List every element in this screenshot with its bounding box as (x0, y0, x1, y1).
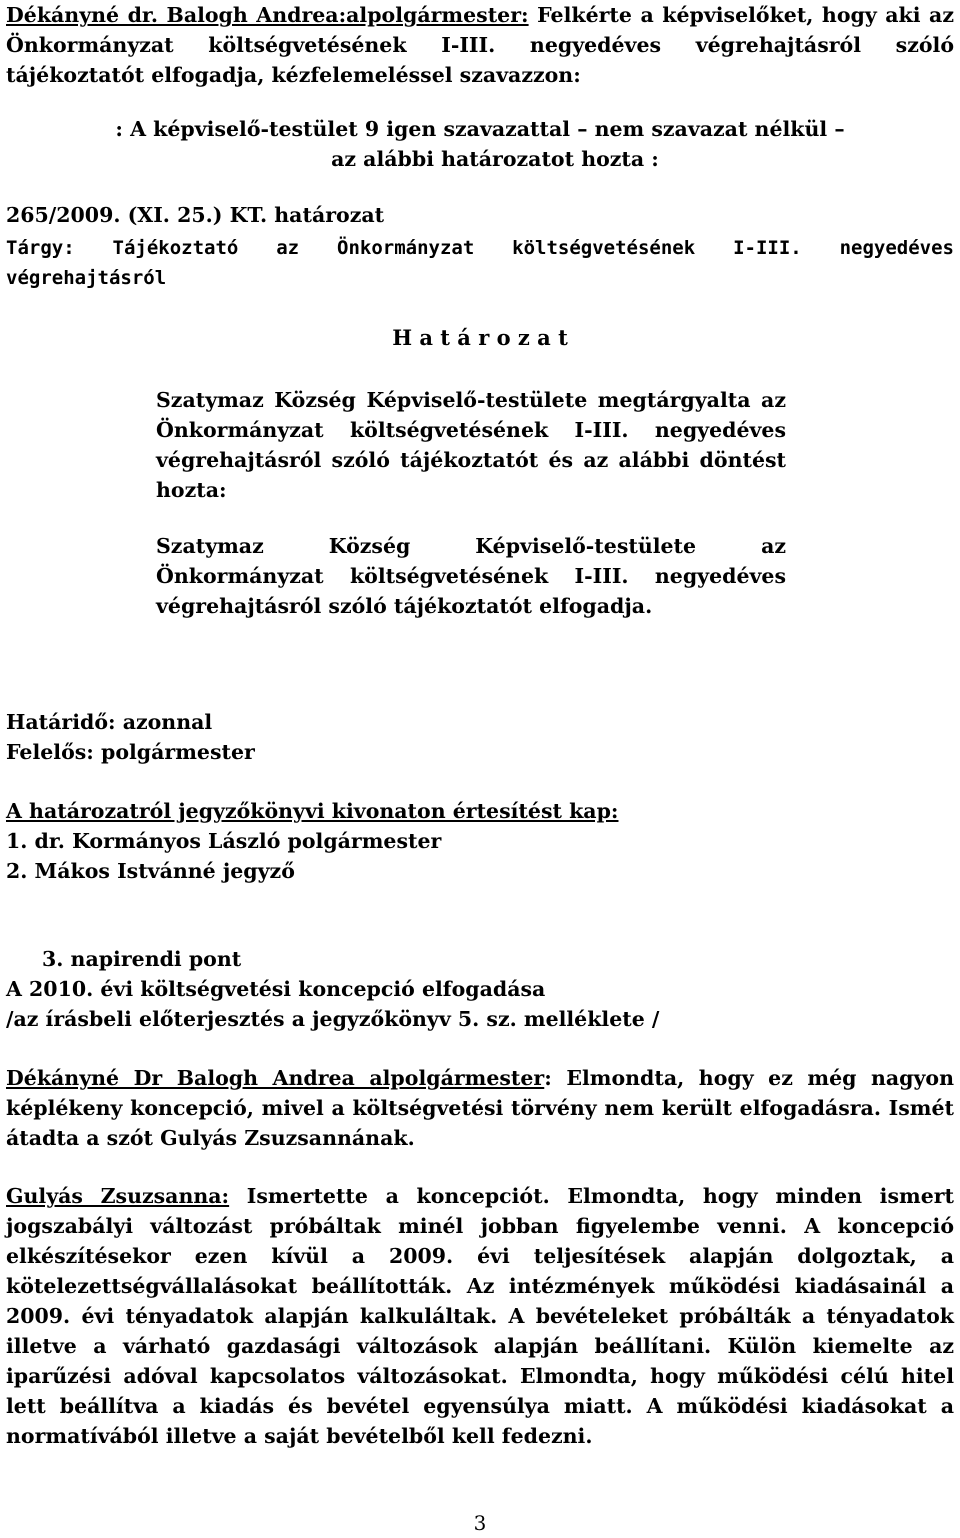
resolution-paragraph-1: Szatymaz Község Képviselő-testülete megtárgyalta az Önkormányzat költségvetésének I-III. negyedéves végrehajtásról szóló tájékoztatót és az alábbi döntést hozta: (156, 388, 786, 502)
notify-item: 1. dr. Kormányos László polgármester (6, 829, 442, 853)
intro-text: Felkérte a képviselőket, hogy aki az Önkormányzat költségvetésének I-III. negyedéves végrehajtásról szóló tájékoztatót elfogadja, kézfelemeléssel szavazzon: (6, 3, 954, 87)
resolution-heading: H a t á r o z a t (392, 325, 568, 350)
speech-text: Ismertette a koncepciót. Elmondta, hogy minden ismert jogszabályi változást próbáltak minél jobban figyelembe venni. A koncepció elkészítésekor ezen kívül a 2009. évi teljesítések alapján dolgoztak, a kötelezettségvállalásokat beállították. Az intézmények működési kiadásainál a 2009. évi tényadatok alapján kalkuláltak. A bevételeket próbálták a tényadatok illetve a várható gazdasági változások alapján beállítani. Külön kiemelte az iparűzési adóval kapcsolatos változásokat. Elmondta, hogy működési célú hitel lett beállítva a kiadás és bevétel egyensúlya miatt. A működési kiadásokat a normatívából illetve a saját bevételből kell fedezni. (6, 1184, 955, 1448)
vote-line-1: : A képviselő-testület 9 igen szavazattal – nem szavazat nélkül – (115, 117, 845, 141)
resolution-subject: Tárgy: Tájékoztató az Önkormányzat költségvetésének I-III. negyedéves végrehajtásról (6, 237, 954, 289)
resolution-paragraph-2: Szatymaz Község Képviselő-testülete az Önkormányzat költségvetésének I-III. negyedéves végrehajtásról szóló tájékoztatót elfogadja. (156, 534, 786, 618)
speaker-separator: : (544, 1066, 567, 1090)
intro-speaker: Dékányné dr. Balogh Andrea:alpolgármester: (6, 3, 529, 27)
deadline-line: Határidő: azonnal (6, 710, 213, 734)
notify-heading: A határozatról jegyzőkönyvi kivonaton értesítést kap: (6, 799, 619, 823)
agenda-note: /az írásbeli előterjesztés a jegyzőkönyv 5. sz. melléklete / (6, 1007, 660, 1031)
vote-line-2: az alábbi határozatot hozta : (331, 147, 659, 171)
discussion-paragraph-1 (6, 1063, 954, 1153)
speaker-separator (229, 1184, 247, 1208)
speaker-name: Dékányné Dr Balogh Andrea alpolgármester (6, 1066, 545, 1090)
agenda-title: A 2010. évi költségvetési koncepció elfogadása (6, 977, 546, 1001)
agenda-item: 3. napirendi pont (42, 947, 242, 971)
speaker-name: Gulyás Zsuzsanna: (6, 1184, 230, 1208)
page-number: 3 (473, 1511, 487, 1535)
intro-paragraph (6, 0, 954, 90)
discussion-paragraph-2 (6, 1181, 954, 1451)
resolution-number: 265/2009. (XI. 25.) KT. határozat (6, 203, 385, 227)
speech-text: Elmondta, hogy ez még nagyon képlékeny koncepció, mivel a költségvetési törvény nem került elfogadásra. Ismét átadta a szót Gulyás Zsuzsannának. (6, 1066, 954, 1150)
responsible-line: Felelős: polgármester (6, 740, 255, 764)
notify-item: 2. Mákos Istvánné jegyző (6, 859, 295, 883)
